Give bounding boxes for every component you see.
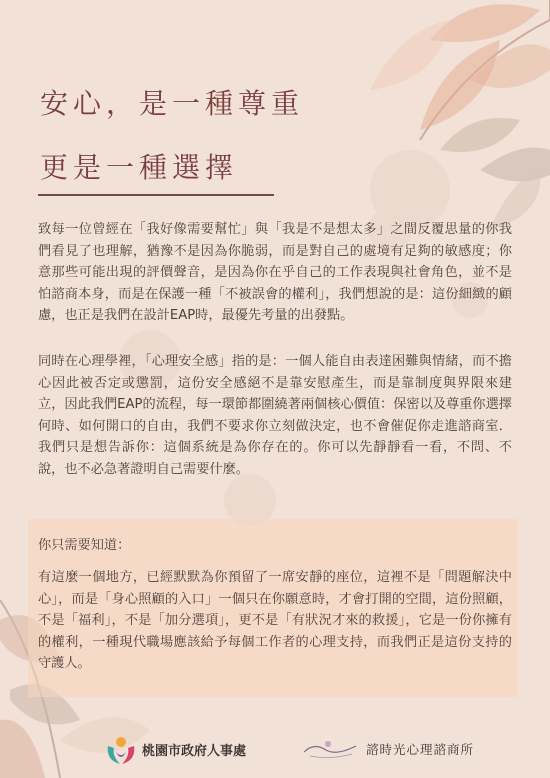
title-divider	[38, 194, 274, 196]
taoyuan-logo-icon	[104, 736, 138, 766]
page-title-line-2: 更是一種選擇	[40, 151, 239, 184]
footer-organization-taoyuan: 桃園市政府人事處	[142, 744, 247, 759]
body-paragraph-1: 致每一位曾經在「我好像需要幫忙」與「我是不是想太多」之間反覆思量的你我們看見了也理解，猶豫不是因為你脆弱，而是對自己的處境有足夠的敏感度；你意那些可能出現的評價聲音，是因為你在乎自己的工作表現與社會角色，並不是怕諮商本身，而是在保護一種「不被誤會的權利」，我們想說的是：這份細緻的顧慮，也正是我們在設計EAP時，最優先考量的出發點。	[38, 222, 512, 323]
page-title-line-1: 安心，是一種尊重	[40, 87, 305, 120]
clinic-logo-icon	[300, 738, 360, 762]
body-paragraph-2: 同時在心理學裡，「心理安全感」指的是：一個人能自由表達困難與情緒，而不擔心因此被否定或懲罰，這份安全感絕不是靠安慰產生，而是靠制度與界限來建立，因此我們EAP的流程，每一環節都圍繞著兩個核心價值：保密以及尊重你選擇何時、如何開口的自由，我們不要求你立刻做決定，也不會催促你走進諮商室．我們只是想告訴你：這個系統是為你存在的。你可以先靜靜看一看，不問、不說，也不必急著證明自己需要什麼。	[38, 354, 512, 477]
footer-organization-clinic: 諮時光心理諮商所	[366, 742, 475, 757]
callout-body: 有這麼一個地方，已經默默為你預留了一席安靜的座位，這裡不是「問題解決中心」，而是「身心照顧的入口」一個只在你願意時，才會打開的空間，這份照顧，不是「福利」，不是「加分選項」，更不是「有狀況才來的救援」，它是一份你擁有的權利，一種現代職場應該給予每個工作者的心理支持，而我們正是這份支持的守護人。	[38, 570, 512, 671]
callout-heading: 你只需要知道：	[38, 538, 131, 553]
